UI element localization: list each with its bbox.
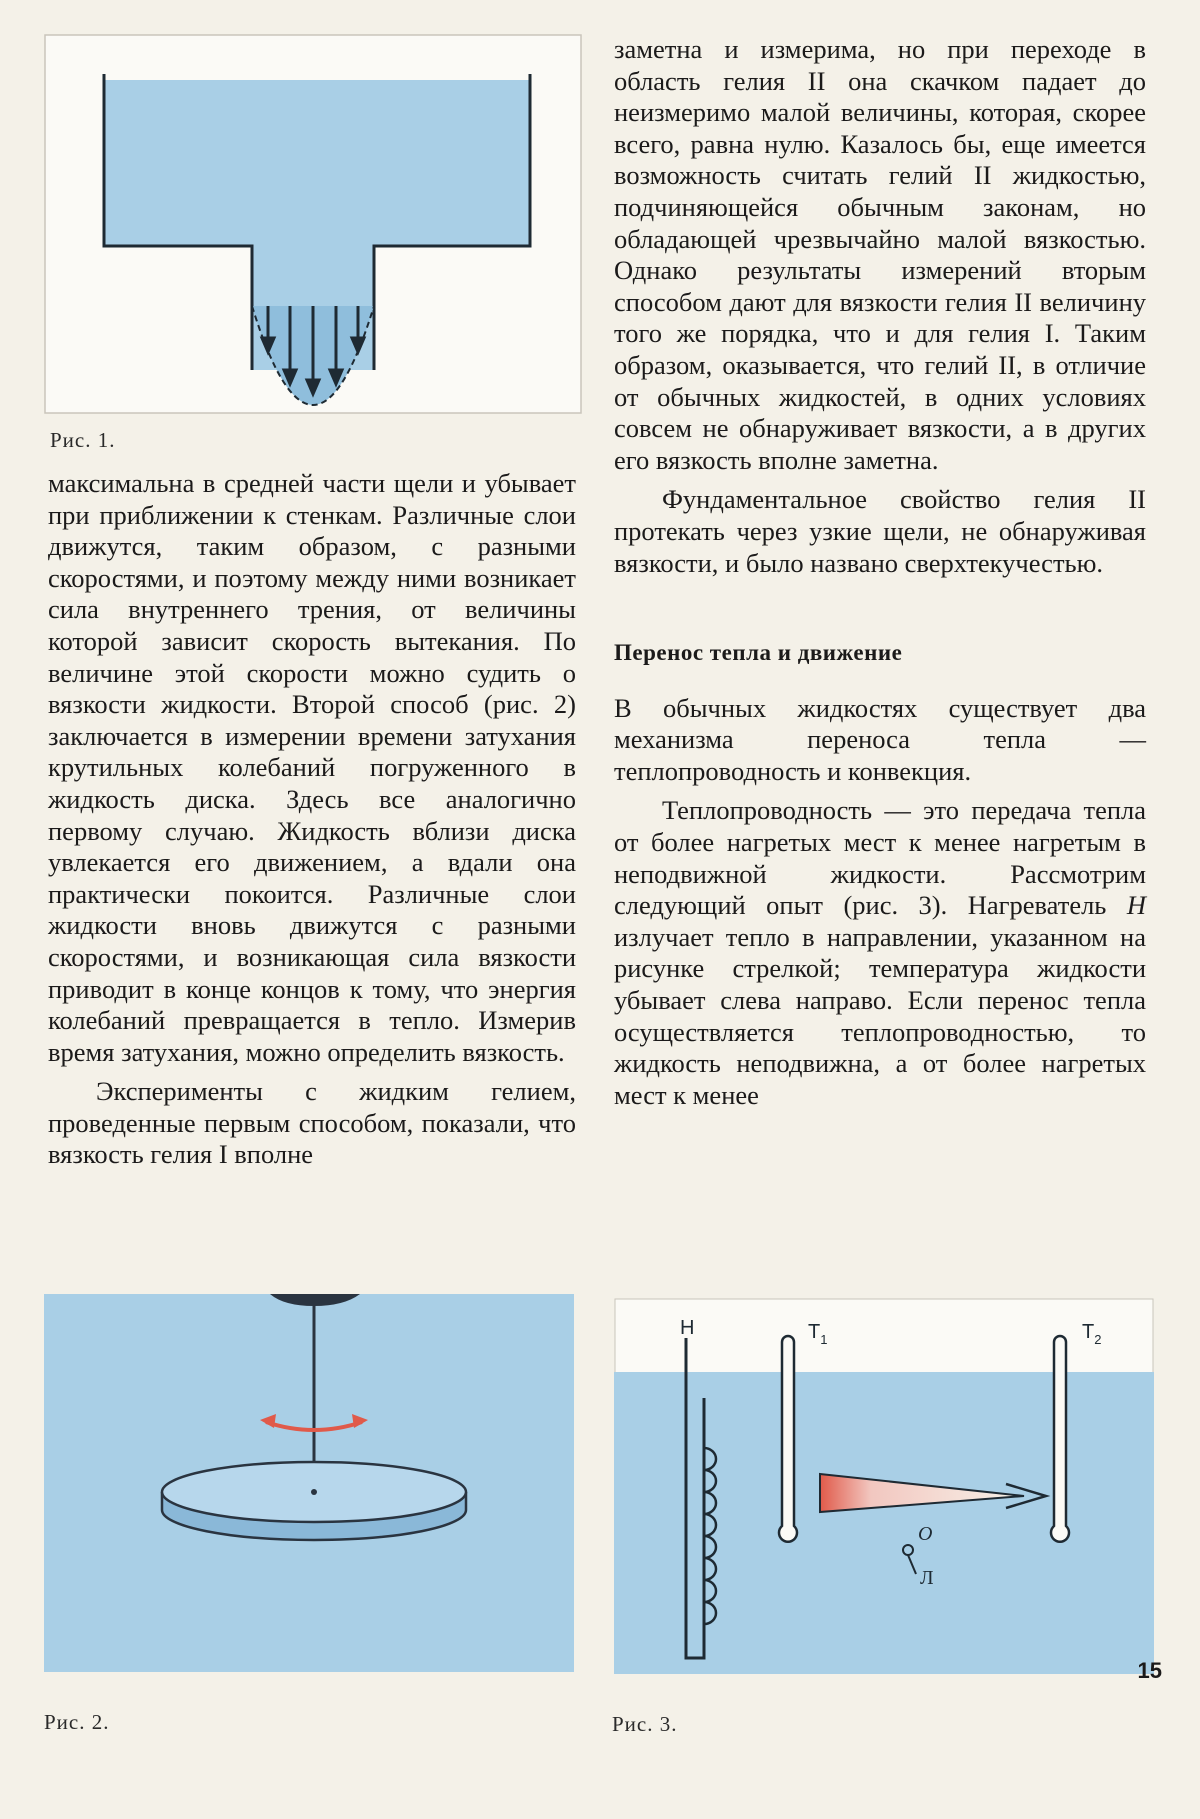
right-paragraph-1: заметна и измерима, но при переходе в область гелия II она скачком падает до неизмеримо малой величины, которая, скорее всего, равна нулю. Казалось бы, еще имеется возможность считать гелий II жидкостью, подчиняющейся обычным законам, но обладающей чрезвычайно малой вязкостью. Однако результаты измерений вторым способом дают для вязкости гелия II величину того же порядка, что и для гелия I. Таким образом, оказывается, что гелий II, в отличие от обычных жидкостей, в одних условиях совсем не обнаруживает вязкости, а в других его вязкость вполне заметна. (614, 34, 1146, 475)
page-number: 15 (1137, 1658, 1162, 1683)
thermometer-2-subscript: 2 (1094, 1332, 1102, 1347)
figure-3 (614, 1298, 1154, 1674)
label-l: Л (920, 1567, 934, 1589)
figure-3-caption: Рис. 3. (612, 1712, 678, 1736)
left-column (48, 468, 576, 1171)
paragraph-4-part-a: Теплопроводность — это передача тепла от более нагретых мест к менее нагретым в неподвижной жидкости. Рассмотрим следующий опыт (рис. 3). Нагреватель (614, 795, 1146, 921)
paragraph-4-part-b: излучает тепло в направлении, указанном на рисунке стрелкой; температура жидкости убывает слева направо. Если перенос тепла осуществляется теплопроводностью, то жидкость неподвижна, а от более нагретых мест к менее (614, 921, 1146, 1110)
thermometer-1-letter: T (808, 1321, 821, 1343)
figure-2 (44, 1294, 574, 1672)
left-paragraph-2: Эксперименты с жидким гелием, проведенные первым способом, показали, что вязкость гелия I вполне (48, 1076, 576, 1170)
section-heading: Перенос тепла и движение (614, 640, 903, 666)
right-paragraph-4 (614, 795, 1146, 1111)
label-o: O (918, 1523, 933, 1545)
heater-symbol: H (1126, 890, 1146, 921)
figure-3-diagram (614, 1298, 1154, 1674)
right-column (614, 34, 1146, 1111)
right-paragraph-3: В обычных жидкостях существует два механизма переноса тепла — теплопроводность и конвекция. (614, 692, 1146, 786)
left-paragraph-1: максимальна в средней части щели и убывает при приближении к стенкам. Различные слои движутся, таким образом, с разными скоростями, и поэтому между ними возникает сила внутреннего трения, от величины которой зависит скорость вытекания. По величине этой скорости можно судить о вязкости жидкости. Второй способ (рис. 2) заключается в измерении времени затухания крутильных колебаний погруженного в жидкость диска. Здесь все аналогично первому случаю. Жидкость вблизи диска увлекается его движением, а вдали она практически покоится. Различные слои жидкости вновь движутся с разными скоростями, и возникающая сила вязкости приводит в конце концов к тому, что энергия колебаний превращается в тепло. Измерив время затухания, можно определить вязкость. (48, 468, 576, 1067)
figure-2-diagram (44, 1294, 574, 1672)
figure-1-diagram (44, 34, 582, 414)
figure-2-caption: Рис. 2. (44, 1710, 110, 1734)
thermometer-1-subscript: 1 (820, 1332, 828, 1347)
thermometer-2-letter: T (1082, 1321, 1095, 1343)
right-paragraph-2: Фундаментальное свойство гелия II протекать через узкие щели, не обнаруживая вязкости, и было названо сверхтекучестью. (614, 484, 1146, 578)
figure-1-caption: Рис. 1. (50, 428, 116, 452)
heater-label: H (680, 1317, 695, 1339)
figure-1 (44, 34, 582, 414)
